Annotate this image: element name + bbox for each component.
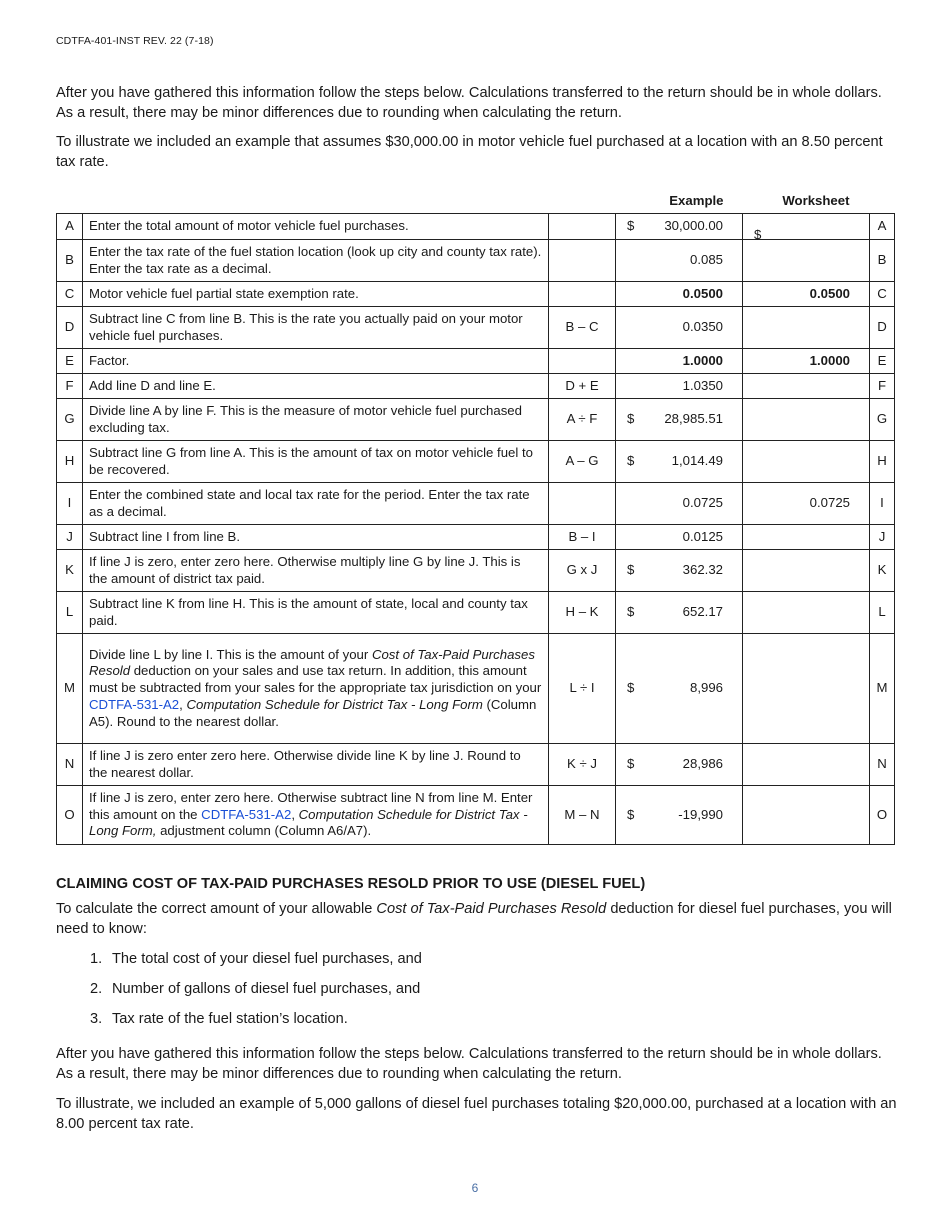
row-letter-right: H — [870, 441, 895, 483]
list-item — [90, 1010, 422, 1040]
table-row — [57, 349, 895, 374]
example-cell — [616, 525, 743, 550]
worksheet-cell — [743, 483, 870, 525]
example-cell — [616, 786, 743, 845]
diesel-paragraph-3: To illustrate, we included an example of 5,000 gallons of diesel fuel purchases totaling $20,000.00, purchased at a location with an 8.00 percent tax rate. — [56, 1096, 897, 1132]
worksheet-value: 1.0000 — [809, 352, 850, 368]
worksheet-cell — [743, 349, 870, 374]
example-cell — [616, 550, 743, 592]
dollar-sign: $ — [627, 218, 635, 234]
list-item — [90, 980, 422, 1010]
worksheet-table — [56, 190, 895, 845]
row-formula: L ÷ I — [549, 634, 616, 744]
table-row — [57, 550, 895, 592]
row-letter: M — [57, 634, 83, 744]
table-row — [57, 744, 895, 786]
page-number: 6 — [471, 1181, 479, 1195]
row-description: If line J is zero, enter zero here. Otherwise subtract line N from line M. Enter this amount on the CDTFA-531-A2, Computation Schedule for District Tax - Long Form, adjustment column (Column A6/A7). — [83, 786, 549, 845]
row-letter: L — [57, 592, 83, 634]
row-letter: N — [57, 744, 83, 786]
example-cell — [616, 240, 743, 282]
row-description: Subtract line I from line B. — [83, 525, 549, 550]
row-description: Enter the total amount of motor vehicle fuel purchases. — [83, 214, 549, 240]
dollar-sign: $ — [627, 806, 635, 822]
table-row — [57, 374, 895, 399]
table-row — [57, 592, 895, 634]
row-letter-right: O — [870, 786, 895, 845]
worksheet-cell[interactable] — [743, 307, 870, 349]
row-formula — [549, 349, 616, 374]
intro-paragraph-1: After you have gathered this information follow the steps below. Calculations transferred to the return should be in whole dollars. As a result, there may be minor differences due to rounding when calculating the return. — [56, 85, 882, 121]
section-title: CLAIMING COST OF TAX-PAID PURCHASES RESOLD PRIOR TO USE (DIESEL FUEL) — [56, 876, 646, 892]
list-number: 3. — [90, 1011, 103, 1027]
table-row — [57, 214, 895, 240]
table-row — [57, 307, 895, 349]
row-description: Subtract line G from line A. This is the amount of tax on motor vehicle fuel to be recovered. — [83, 441, 549, 483]
row-letter-right: M — [870, 634, 895, 744]
row-letter: K — [57, 550, 83, 592]
row-description: Factor. — [83, 349, 549, 374]
dollar-sign: $ — [627, 604, 635, 620]
row-formula — [549, 240, 616, 282]
row-letter-right: L — [870, 592, 895, 634]
row-letter: F — [57, 374, 83, 399]
example-cell — [616, 483, 743, 525]
example-value: 0.0125 — [682, 528, 723, 544]
row-formula: H – K — [549, 592, 616, 634]
row-letter-right: G — [870, 399, 895, 441]
list-number: 1. — [90, 951, 103, 967]
worksheet-cell[interactable] — [743, 441, 870, 483]
example-value: 0.085 — [689, 252, 723, 268]
row-description: Divide line A by line F. This is the measure of motor vehicle fuel purchased excluding tax. — [83, 399, 549, 441]
row-letter-right: K — [870, 550, 895, 592]
dollar-sign: $ — [627, 453, 635, 469]
table-row — [57, 399, 895, 441]
row-letter-right: J — [870, 525, 895, 550]
row-letter: B — [57, 240, 83, 282]
worksheet-cell[interactable] — [743, 592, 870, 634]
worksheet-cell[interactable] — [743, 214, 870, 240]
form-link[interactable]: CDTFA-531-A2 — [89, 696, 180, 712]
row-formula: A ÷ F — [549, 399, 616, 441]
worksheet-cell[interactable] — [743, 550, 870, 592]
worksheet-cell[interactable] — [743, 374, 870, 399]
row-formula — [549, 214, 616, 240]
dollar-sign: $ — [627, 411, 635, 427]
row-letter: J — [57, 525, 83, 550]
row-description: Enter the tax rate of the fuel station location (look up city and county tax rate). Enter the tax rate as a decimal. — [83, 240, 549, 282]
table-row — [57, 634, 895, 744]
example-value: 0.0500 — [682, 285, 723, 301]
table-header-row — [57, 190, 895, 214]
dollar-sign: $ — [754, 226, 762, 242]
form-link[interactable]: CDTFA-531-A2 — [201, 806, 292, 822]
example-value: -19,990 — [678, 806, 723, 822]
row-description: Subtract line K from line H. This is the amount of state, local and county tax paid. — [83, 592, 549, 634]
form-code: CDTFA-401-INST REV. 22 (7-18) — [56, 35, 214, 47]
table-row — [57, 525, 895, 550]
row-letter-right: D — [870, 307, 895, 349]
example-value: 652.17 — [682, 604, 723, 620]
row-letter: A — [57, 214, 83, 240]
row-formula — [549, 282, 616, 307]
col-example-header: Example — [669, 193, 724, 209]
worksheet-value: 0.0725 — [809, 495, 850, 511]
example-value: 0.0725 — [682, 495, 723, 511]
example-cell — [616, 744, 743, 786]
example-cell — [616, 282, 743, 307]
dollar-sign: $ — [627, 756, 635, 772]
example-value: 1,014.49 — [671, 453, 723, 469]
row-description: If line J is zero, enter zero here. Otherwise multiply line G by line J. This is the amount of district tax paid. — [83, 550, 549, 592]
worksheet-cell[interactable] — [743, 634, 870, 744]
dollar-sign: $ — [627, 680, 635, 696]
intro-paragraph-2: To illustrate we included an example that assumes $30,000.00 in motor vehicle fuel purchased at a location with an 8.50 percent tax rate. — [56, 134, 883, 170]
example-cell — [616, 441, 743, 483]
diesel-paragraph-2: After you have gathered this information follow the steps below. Calculations transferred to the return should be in whole dollars. As a result, there may be minor differences due to rounding when calculating the return. — [56, 1046, 882, 1082]
worksheet-cell[interactable] — [743, 399, 870, 441]
example-cell — [616, 307, 743, 349]
row-letter-right: C — [870, 282, 895, 307]
example-cell — [616, 592, 743, 634]
row-formula: A – G — [549, 441, 616, 483]
row-description: Divide line L by line I. This is the amount of your Cost of Tax-Paid Purchases Resold deduction on your sales and use tax return. In addition, this amount must be subtracted from your sales for the appropriate tax jurisdiction on your CDTFA-531-A2, Computation Schedule for District Tax - Long Form (Column A5). Round to the nearest dollar. — [83, 634, 549, 744]
dollar-sign: $ — [627, 562, 635, 578]
row-letter-right: B — [870, 240, 895, 282]
list-text: The total cost of your diesel fuel purchases, and — [112, 951, 422, 967]
row-letter: O — [57, 786, 83, 845]
example-value: 1.0350 — [682, 377, 723, 393]
row-formula: B – I — [549, 525, 616, 550]
table-row — [57, 483, 895, 525]
col-worksheet-header: Worksheet — [782, 193, 850, 209]
worksheet-value: 0.0500 — [809, 285, 850, 301]
list-text: Number of gallons of diesel fuel purchases, and — [112, 981, 421, 997]
worksheet-cell[interactable] — [743, 744, 870, 786]
row-description: Add line D and line E. — [83, 374, 549, 399]
row-letter: H — [57, 441, 83, 483]
row-formula: M – N — [549, 786, 616, 845]
example-value: 28,986 — [682, 756, 723, 772]
row-letter: G — [57, 399, 83, 441]
row-letter-right: F — [870, 374, 895, 399]
row-letter: E — [57, 349, 83, 374]
row-letter-right: I — [870, 483, 895, 525]
table-row — [57, 441, 895, 483]
row-description: Subtract line C from line B. This is the rate you actually paid on your motor vehicle fuel purchases. — [83, 307, 549, 349]
diesel-intro-paragraph: To calculate the correct amount of your allowable Cost of Tax-Paid Purchases Resold deduction for diesel fuel purchases, you will need to know: — [56, 901, 892, 937]
row-letter-right: A — [870, 214, 895, 240]
table-row — [57, 282, 895, 307]
row-formula: D + E — [549, 374, 616, 399]
table-row — [57, 240, 895, 282]
row-letter: C — [57, 282, 83, 307]
row-description: Motor vehicle fuel partial state exemption rate. — [83, 282, 549, 307]
row-formula: G x J — [549, 550, 616, 592]
table-row — [57, 786, 895, 845]
row-formula: K ÷ J — [549, 744, 616, 786]
example-cell — [616, 374, 743, 399]
list-item — [90, 950, 422, 980]
row-letter: I — [57, 483, 83, 525]
row-letter-right: E — [870, 349, 895, 374]
example-value: 362.32 — [682, 562, 723, 578]
row-description: Enter the combined state and local tax rate for the period. Enter the tax rate as a decimal. — [83, 483, 549, 525]
example-value: 0.0350 — [682, 319, 723, 335]
example-value: 28,985.51 — [664, 411, 723, 427]
row-letter-right: N — [870, 744, 895, 786]
example-cell — [616, 634, 743, 744]
example-value: 30,000.00 — [664, 218, 723, 234]
example-cell — [616, 214, 743, 240]
requirements-list — [90, 950, 422, 1040]
row-formula: B – C — [549, 307, 616, 349]
row-letter: D — [57, 307, 83, 349]
worksheet-cell[interactable] — [743, 525, 870, 550]
list-text: Tax rate of the fuel station’s location. — [112, 1011, 348, 1027]
list-number: 2. — [90, 981, 103, 997]
worksheet-cell — [743, 282, 870, 307]
worksheet-cell[interactable] — [743, 786, 870, 845]
row-formula — [549, 483, 616, 525]
worksheet-cell[interactable] — [743, 240, 870, 282]
row-description: If line J is zero enter zero here. Otherwise divide line K by line J. Round to the nearest dollar. — [83, 744, 549, 786]
example-cell — [616, 399, 743, 441]
example-value: 1.0000 — [682, 352, 723, 368]
example-cell — [616, 349, 743, 374]
example-value: 8,996 — [689, 680, 723, 696]
